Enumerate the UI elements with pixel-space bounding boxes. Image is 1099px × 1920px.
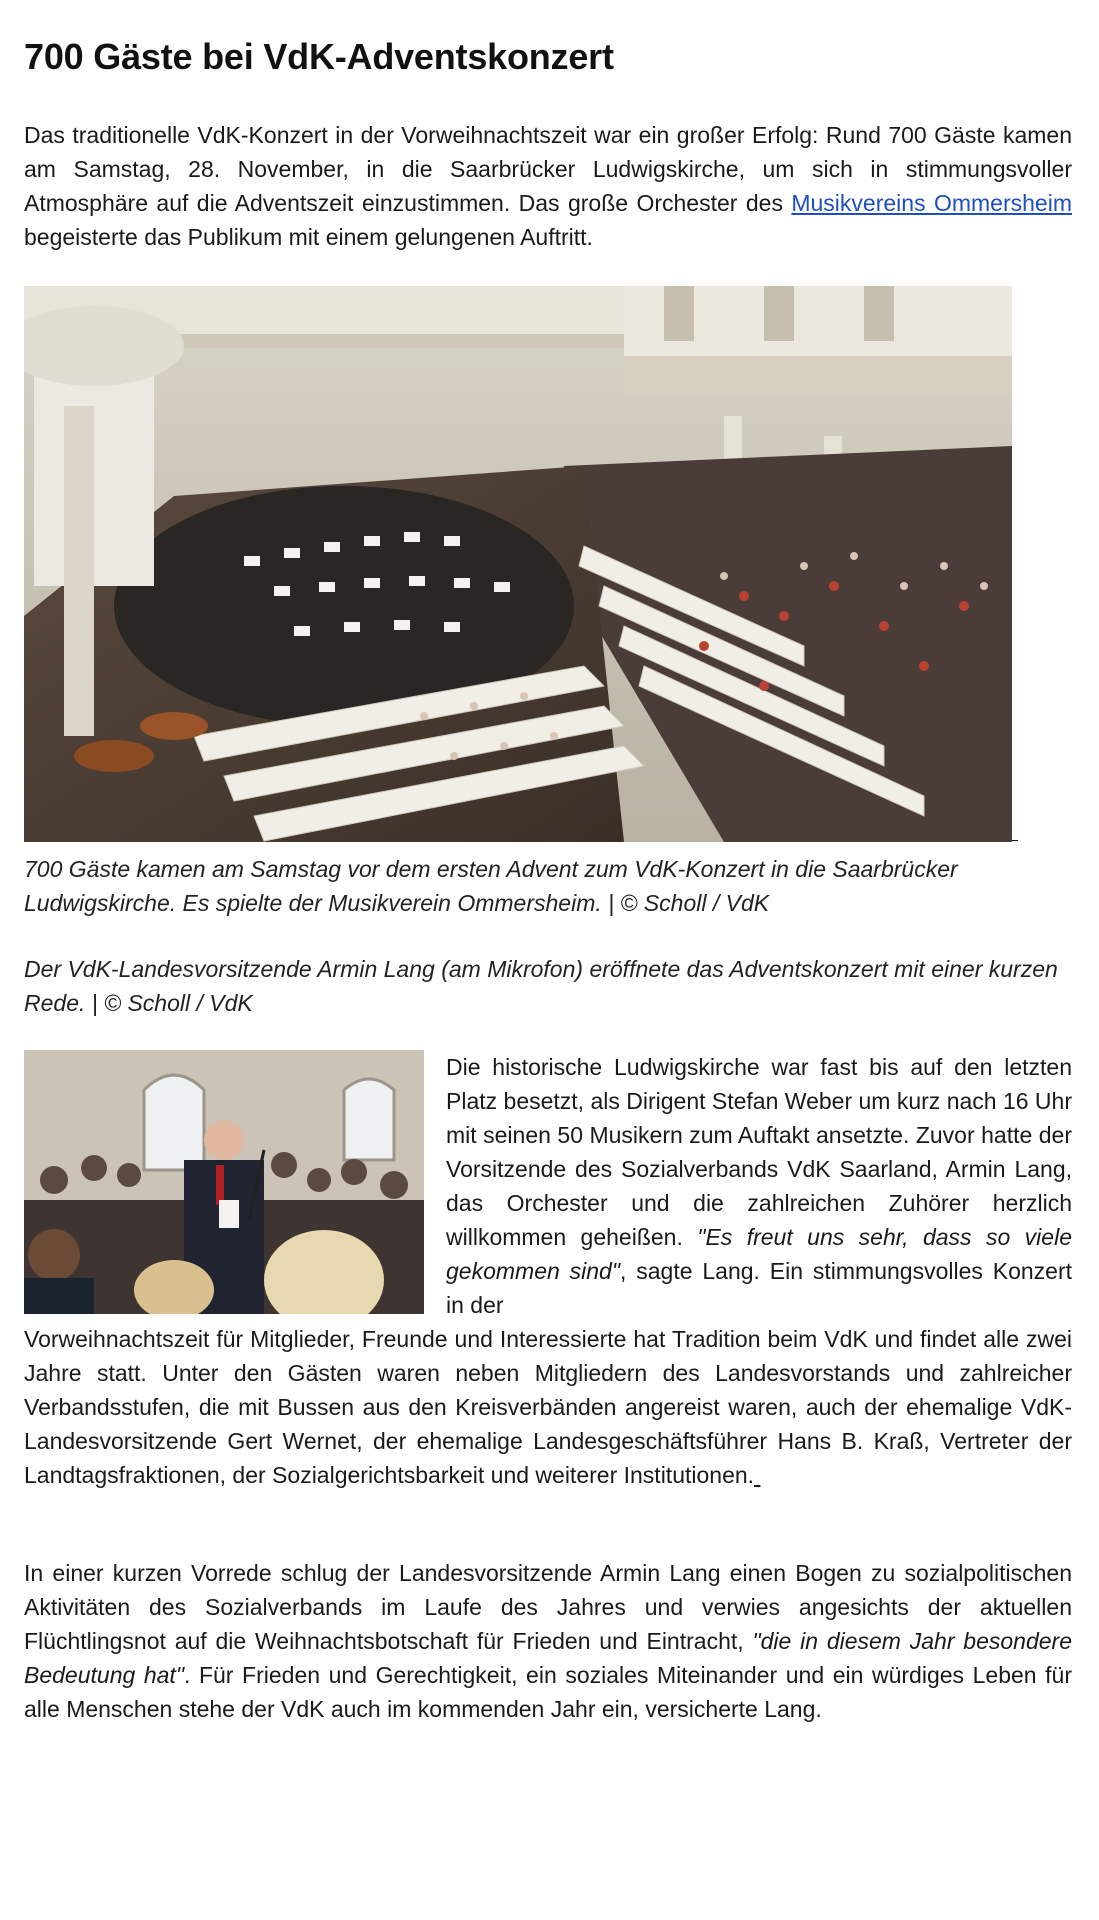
intro-text-start: Das traditionelle VdK-Konzert in der Vorweihnachtszeit war ein großer Erfolg: Rund 700 Gäste kamen am Samstag, 28. November, in die Saarbrücker Ludwigskirche, um sich in stimmungsvoller Atmosphäre auf die Adventszeit einzustimmen. Das große Orchester des xyxy=(24,122,1072,216)
photo-caption-1: 700 Gäste kamen am Samstag vor dem ersten Advent zum VdK-Konzert in die Saarbrücker Ludwigskirche. Es spielte der Musikverein Ommersheim. | © Scholl / VdK xyxy=(24,856,958,916)
body-paragraph-2 xyxy=(24,1556,1072,1726)
article-title: 700 Gäste bei VdK-Adventskonzert xyxy=(24,36,614,77)
image-marker xyxy=(1012,840,1018,841)
intro-text-end: begeisterte das Publikum mit einem gelungenen Auftritt. xyxy=(24,224,593,250)
body2-text-start: In einer kurzen Vorrede schlug der Landesvorsitzende Armin Lang einen Bogen zu sozialpolitischen Aktivitäten des Sozialverbands im Laufe des Jahres und verwies angesichts der aktuellen Flüchtlingsnot auf die Weihnachtsbotschaft für Frieden und Eintracht, xyxy=(24,1560,1072,1654)
body-text-line-start: Ein stimmungsvolles Konzert in der xyxy=(446,1258,1072,1318)
church-interior-image xyxy=(24,286,1012,842)
concert-photo xyxy=(24,286,1012,842)
body-paragraph-wrapped xyxy=(446,1050,1072,1322)
body2-quote: "die in diesem Jahr besondere Bedeutung hat" xyxy=(24,1628,1073,1688)
body-text-beside-photo: Die historische Ludwigskirche war fast bis auf den letzten Platz besetzt, als Dirigent Stefan Weber um kurz nach 16 Uhr mit seinen 50 Musikern zum Auftakt ansetzte. Zuvor hatte der Vorsitzende des Sozialverbands VdK Saarland, Armin Lang, das Orchester und die zahlreichen Zuhörer herzlich willkommen geheißen. xyxy=(446,1054,1072,1250)
photo-caption-2: Der VdK-Landesvorsitzende Armin Lang (am Mikrofon) eröffnete das Adventskonzert mit einer kurzen Rede. | © Scholl / VdK xyxy=(24,956,1058,1016)
body-text-full-width: Vorweihnachtszeit für Mitglieder, Freunde und Interessierte hat Tradition beim VdK und findet alle zwei Jahre statt. Unter den Gästen waren neben Mitgliedern des Landesvorstands und zahlreicher Verbandsstufen, die mit Bussen aus den Kreisverbänden angereist waren, auch der ehemalige VdK-Landesvorsitzende Gert Wernet, der ehemalige Landesgeschäftsführer Hans B. Kraß, Vertreter der Landtagsfraktionen, der Sozialgerichtsbarkeit und weiterer Institutionen. xyxy=(24,1326,1072,1488)
musikverein-link[interactable]: Musikvereins Ommersheim xyxy=(791,190,1072,216)
body-paragraph-full xyxy=(24,1322,1072,1492)
speaker-photo xyxy=(24,1050,424,1314)
trailing-underline xyxy=(754,1462,760,1488)
intro-paragraph xyxy=(24,118,1072,254)
speaker-image xyxy=(24,1050,424,1314)
quote-beside-photo: "Es freut uns sehr, dass so viele gekommen sind" xyxy=(446,1224,1072,1284)
body2-text-end: . Für Frieden und Gerechtigkeit, ein soziales Miteinander und ein würdiges Leben für alle Menschen stehe der VdK auch im kommenden Jahr ein, versicherte Lang. xyxy=(24,1662,1072,1722)
body-text-after-quote: , sagte Lang. xyxy=(620,1258,770,1284)
